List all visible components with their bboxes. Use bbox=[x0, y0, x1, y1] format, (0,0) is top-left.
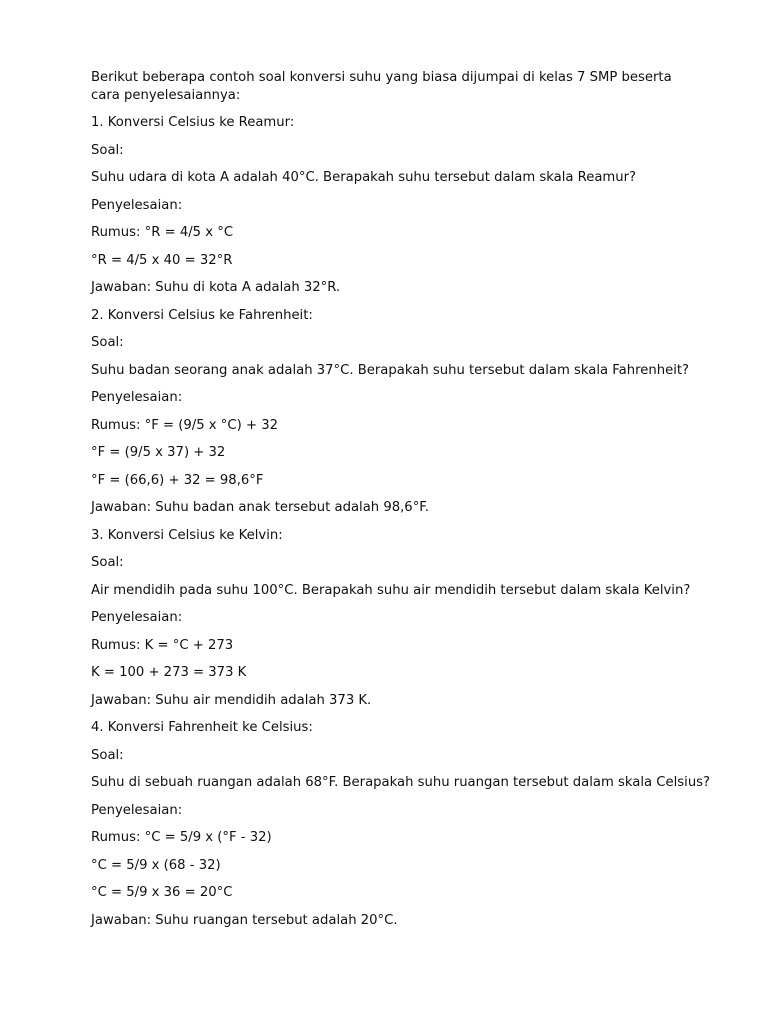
section-heading: 1. Konversi Celsius ke Reamur: bbox=[91, 115, 295, 130]
solution-step: °F = (9/5 x 37) + 32 bbox=[91, 445, 226, 460]
question-text: Suhu di sebuah ruangan adalah 68°F. Berapakah suhu ruangan tersebut dalam skala Celsius? bbox=[91, 775, 711, 790]
soal-label: Soal: bbox=[91, 555, 124, 570]
section-celsius-fahrenheit bbox=[91, 307, 691, 518]
solution-step: °C = 5/9 x (68 - 32) bbox=[91, 857, 221, 873]
solution-label: Penyelesaian: bbox=[91, 802, 183, 818]
document-page bbox=[91, 69, 711, 939]
soal-label: Soal: bbox=[91, 335, 124, 350]
solution-step: Rumus: °C = 5/9 x (°F - 32) bbox=[91, 830, 272, 845]
answer-text: Jawaban: Suhu air mendidih adalah 373 K. bbox=[91, 692, 372, 708]
section-heading: 2. Konversi Celsius ke Fahrenheit: bbox=[91, 307, 313, 323]
solution-step: Rumus: °F = (9/5 x °C) + 32 bbox=[91, 417, 278, 433]
section-celsius-kelvin bbox=[91, 527, 691, 710]
question-text: Suhu udara di kota A adalah 40°C. Berapakah suhu tersebut dalam skala Reamur? bbox=[91, 170, 637, 185]
section-fahrenheit-celsius bbox=[91, 719, 711, 930]
soal-label: Soal: bbox=[91, 747, 124, 763]
solution-label: Penyelesaian: bbox=[91, 610, 183, 625]
solution-label: Penyelesaian: bbox=[91, 390, 183, 405]
solution-step: K = 100 + 273 = 373 K bbox=[91, 665, 247, 680]
intro-paragraph: Berikut beberapa contoh soal konversi suhu yang biasa dijumpai di kelas 7 SMP beserta cara penyelesaiannya: bbox=[91, 70, 672, 103]
question-text: Suhu badan seorang anak adalah 37°C. Berapakah suhu tersebut dalam skala Fahrenheit? bbox=[91, 362, 690, 378]
solution-step: °R = 4/5 x 40 = 32°R bbox=[91, 252, 233, 268]
solution-step: Rumus: °R = 4/5 x °C bbox=[91, 225, 234, 240]
soal-label: Soal: bbox=[91, 142, 124, 158]
question-text: Air mendidih pada suhu 100°C. Berapakah suhu air mendidih tersebut dalam skala Kelvin? bbox=[91, 582, 691, 598]
section-celsius-reamur bbox=[91, 114, 691, 297]
answer-text: Jawaban: Suhu di kota A adalah 32°R. bbox=[91, 280, 341, 295]
section-heading: 3. Konversi Celsius ke Kelvin: bbox=[91, 527, 283, 543]
solution-step: °C = 5/9 x 36 = 20°C bbox=[91, 885, 233, 900]
solution-step: Rumus: K = °C + 273 bbox=[91, 637, 234, 653]
answer-text: Jawaban: Suhu badan anak tersebut adalah 98,6°F. bbox=[91, 500, 429, 515]
solution-step: °F = (66,6) + 32 = 98,6°F bbox=[91, 472, 264, 488]
solution-label: Penyelesaian: bbox=[91, 197, 183, 213]
section-heading: 4. Konversi Fahrenheit ke Celsius: bbox=[91, 720, 313, 735]
answer-text: Jawaban: Suhu ruangan tersebut adalah 20°C. bbox=[91, 912, 398, 928]
